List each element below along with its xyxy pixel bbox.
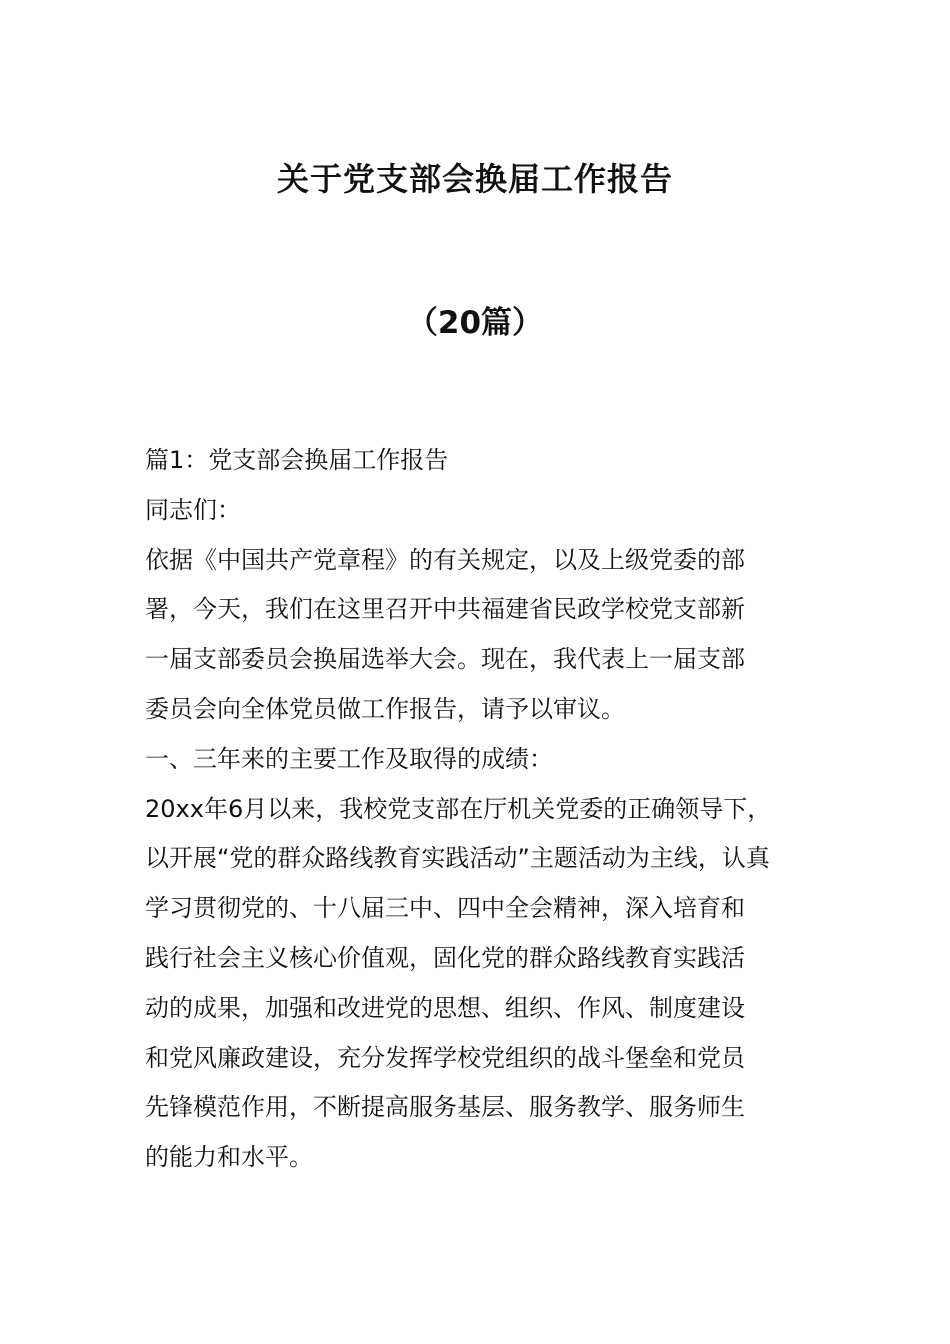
subsection-heading: 一、三年来的主要工作及取得的成绩： — [145, 744, 553, 773]
paragraph-line: 署，今天，我们在这里召开中共福建省民政学校党支部新 — [145, 595, 745, 624]
section-heading: 篇1：党支部会换届工作报告 — [145, 446, 449, 474]
paragraph-line: 践行社会主义核心价值观，固化党的群众路线教育实践活 — [145, 943, 745, 972]
paragraph-line: 先锋模范作用，不断提高服务基层、服务教学、服务师生 — [145, 1093, 745, 1122]
document-title: 关于党支部会换届工作报告 — [276, 160, 673, 198]
paragraph-line: 动的成果，加强和改进党的思想、组织、作风、制度建设 — [145, 993, 745, 1022]
paragraph-line: 依据《中国共产党章程》的有关规定，以及上级党委的部 — [145, 545, 745, 574]
paragraph-line: 的能力和水平。 — [145, 1143, 313, 1172]
paragraph-line: 委员会向全体党员做工作报告，请予以审议。 — [145, 694, 625, 723]
paragraph-line: 20xx年6月以来，我校党支部在厅机关党委的正确领导下， — [145, 794, 772, 823]
paragraph-line: 一届支部委员会换届选举大会。现在，我代表上一届支部 — [145, 645, 745, 674]
document-body — [145, 436, 825, 1183]
paragraph-line: 和党风廉政建设，充分发挥学校党组织的战斗堡垒和党员 — [145, 1043, 745, 1072]
salutation: 同志们： — [145, 495, 241, 524]
paragraph-line: 学习贯彻党的、十八届三中、四中全会精神，深入培育和 — [145, 894, 745, 923]
document-subtitle: （20篇） — [406, 305, 544, 341]
paragraph-line: 以开展“党的群众路线教育实践活动”主题活动为主线，认真 — [145, 844, 770, 873]
